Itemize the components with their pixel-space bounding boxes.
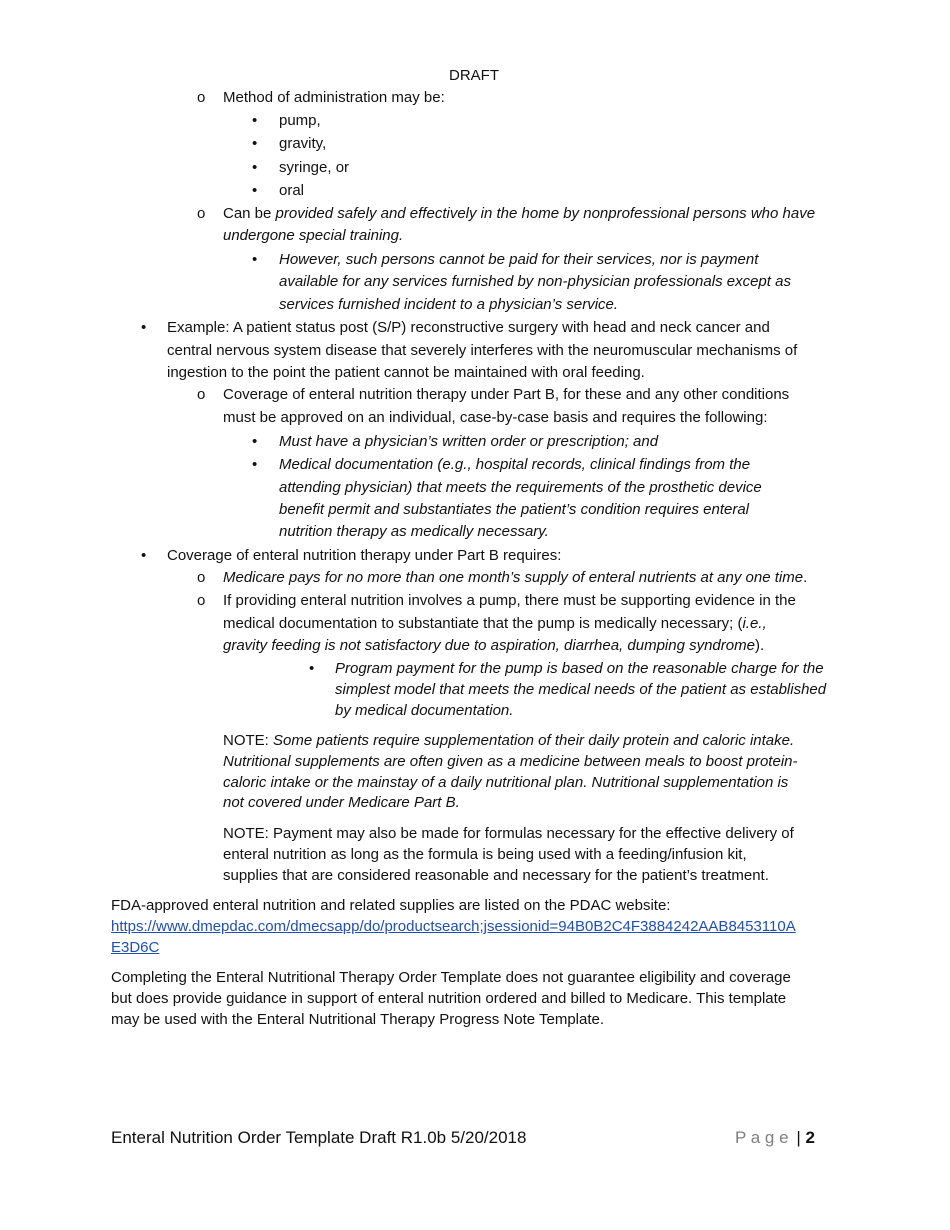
footer-page — [735, 1126, 815, 1150]
home-care-sub-l2: available for any services furnished by non-physician professionals except as — [279, 273, 791, 290]
pump-l3-end: ). — [754, 637, 765, 654]
pdac-link-l2[interactable]: E3D6C — [111, 939, 160, 956]
completing-l3: may be used with the Enteral Nutritional Therapy Progress Note Template. — [111, 1011, 605, 1028]
pump-l1: If providing enteral nutrition involves a pump, there must be supporting evidence in the — [223, 592, 796, 609]
note2-l2: enteral nutrition as long as the formula is being used with a feeding/infusion kit, — [223, 846, 747, 863]
bullet-icon: • — [252, 159, 258, 176]
page-label: P a g e — [735, 1128, 789, 1147]
bullet-icon: • — [141, 547, 147, 564]
home-care-italic: provided safely and effectively in the home by nonprofessional persons who have — [275, 205, 816, 222]
bullet-icon: • — [252, 112, 258, 129]
home-care-line — [223, 203, 815, 225]
bullet-icon: • — [252, 135, 258, 152]
admin-method-item: syringe, or — [279, 159, 350, 176]
note1-line1 — [223, 731, 794, 751]
page-separator: | — [796, 1128, 801, 1147]
requirement-2-l3: benefit permit and substantiates the patient’s condition requires enteral — [279, 501, 750, 518]
requirement-2-l1: Medical documentation (e.g., hospital records, clinical findings from the — [279, 456, 751, 473]
completing-l2: but does provide guidance in support of enteral nutrition ordered and billed to Medicare. This template — [111, 990, 787, 1007]
home-care-sub-l3: services furnished incident to a physician’s service. — [279, 296, 619, 313]
admin-method-item: pump, — [279, 112, 321, 129]
payment-l3: by medical documentation. — [335, 702, 514, 719]
coverage-l2: must be approved on an individual, case-by-case basis and requires the following: — [223, 409, 768, 426]
circle-bullet-icon: o — [197, 205, 206, 222]
example-l2: central nervous system disease that severely interferes with the neuromuscular mechanisms of — [167, 342, 798, 359]
admin-method-intro: Method of administration may be: — [223, 89, 445, 106]
requirement-2-l4: nutrition therapy as medically necessary. — [279, 523, 549, 540]
bullet-icon: • — [141, 319, 147, 336]
home-care-sub-l1: However, such persons cannot be paid for their services, nor is payment — [279, 251, 759, 268]
note1-l2: Nutritional supplements are often given as a medicine between meals to boost protein- — [223, 753, 798, 770]
note1-l4: not covered under Medicare Part B. — [223, 794, 460, 811]
footer-title: Enteral Nutrition Order Template Draft R1.0b 5/20/2018 — [111, 1128, 527, 1147]
example-l3: ingestion to the point the patient cannot be maintained with oral feeding. — [167, 364, 645, 381]
coverage-l1: Coverage of enteral nutrition therapy under Part B, for these and any other conditions — [223, 386, 790, 403]
bullet-icon: • — [252, 433, 258, 450]
note2-l1: NOTE: Payment may also be made for formulas necessary for the effective delivery of — [223, 825, 794, 842]
pump-l3-italic: gravity feeding is not satisfactory due to aspiration, diarrhea, dumping syndrome — [223, 637, 755, 654]
pump-l3-line — [223, 635, 764, 657]
pump-l2: medical documentation to substantiate that the pump is medically necessary; ( — [223, 615, 743, 632]
circle-bullet-icon: o — [197, 592, 206, 609]
requirement-2-l2: attending physician) that meets the requirements of the prosthetic device — [279, 479, 762, 496]
bullet-icon: • — [309, 660, 315, 677]
note1-label: NOTE: — [223, 732, 274, 749]
payment-l1: Program payment for the pump is based on the reasonable charge for the — [335, 660, 824, 677]
completing-l1: Completing the Enteral Nutritional Therapy Order Template does not guarantee eligibility and coverage — [111, 969, 791, 986]
medicare-pays-period: . — [803, 569, 808, 586]
circle-bullet-icon: o — [197, 386, 206, 403]
bullet-icon: • — [252, 182, 258, 199]
note1-l3: caloric intake or the mainstay of a daily nutritional plan. Nutritional supplementation is — [223, 774, 789, 791]
circle-bullet-icon: o — [197, 89, 206, 106]
admin-method-item: oral — [279, 182, 305, 199]
bullet-icon: • — [252, 456, 258, 473]
pump-l2-italic: i.e., — [742, 615, 767, 632]
medicare-pays-line — [223, 567, 807, 589]
requirement-1: Must have a physician’s written order or prescription; and — [279, 433, 659, 450]
home-care-prefix: Can be — [223, 205, 276, 222]
pump-l2-line — [223, 613, 767, 635]
admin-method-item: gravity, — [279, 135, 327, 152]
pdac-link-l1[interactable]: https://www.dmepdac.com/dmecsapp/do/productsearch;jsessionid=94B0B2C4F3884242AAB8453110A — [111, 918, 796, 935]
example-l1: Example: A patient status post (S/P) reconstructive surgery with head and neck cancer and — [167, 319, 770, 336]
medicare-pays-text: Medicare pays for no more than one month’s supply of enteral nutrients at any one time — [223, 569, 804, 586]
fda-text: FDA-approved enteral nutrition and related supplies are listed on the PDAC website: — [111, 897, 671, 914]
page-number: 2 — [805, 1128, 815, 1147]
draft-label: DRAFT — [449, 67, 499, 84]
note1-l1: Some patients require supplementation of their daily protein and caloric intake. — [273, 732, 795, 749]
bullet-icon: • — [252, 251, 258, 268]
home-care-italic-l2: undergone special training. — [223, 227, 404, 244]
note2-l3: supplies that are considered reasonable and necessary for the patient’s treatment. — [223, 867, 769, 884]
part-b-intro: Coverage of enteral nutrition therapy under Part B requires: — [167, 547, 562, 564]
payment-l2: simplest model that meets the medical needs of the patient as established — [335, 681, 827, 698]
circle-bullet-icon: o — [197, 569, 206, 586]
